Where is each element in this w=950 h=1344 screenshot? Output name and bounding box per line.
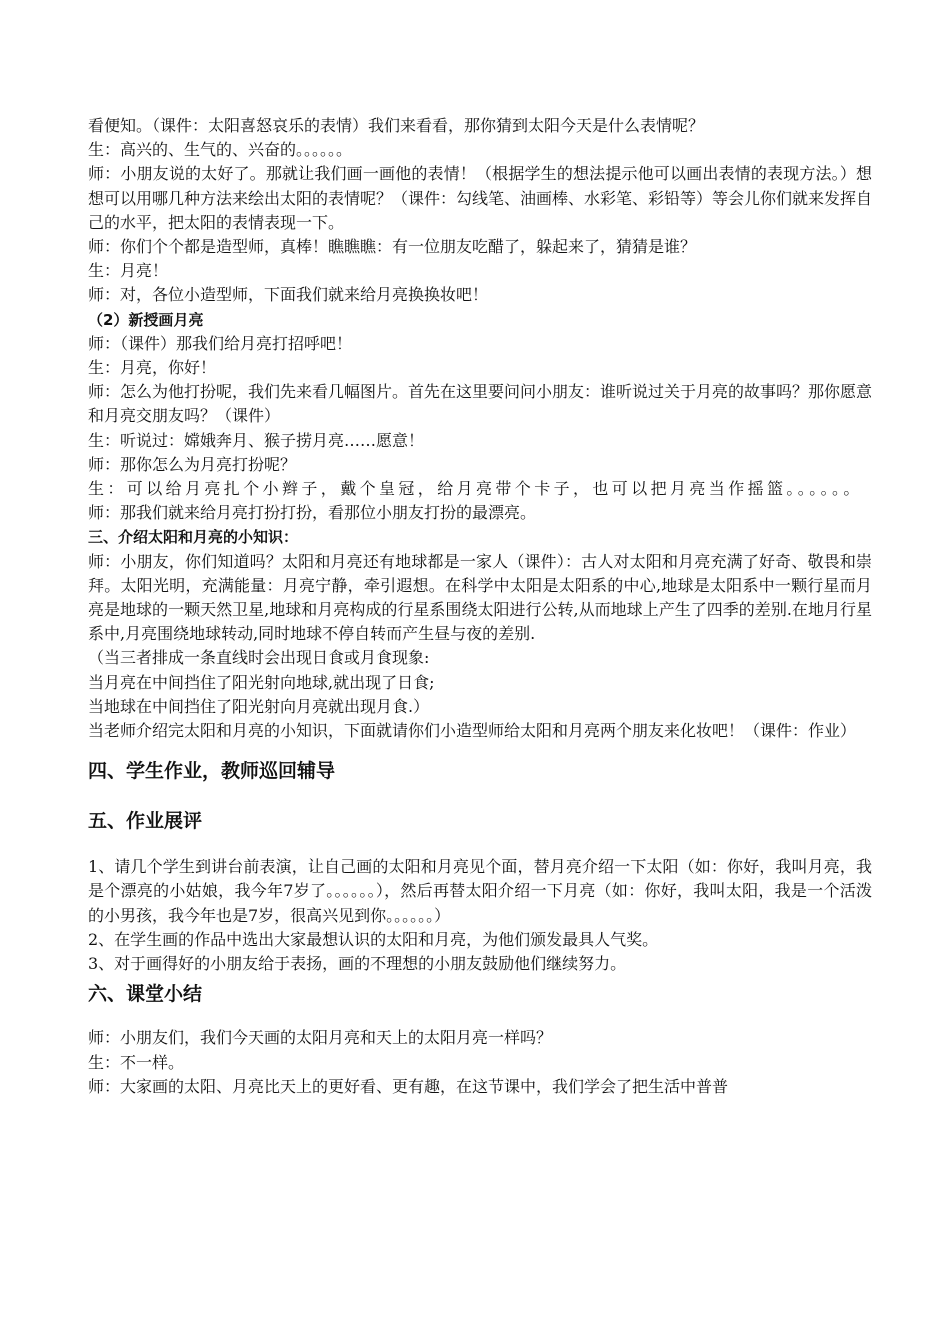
paragraph: 看便知。（课件：太阳喜怒哀乐的表情）我们来看看，那你猜到太阳今天是什么表情呢？ <box>88 116 705 135</box>
paragraph: 生：可以给月亮扎个小辫子，戴个皇冠，给月亮带个卡子，也可以把月亮当作摇篮。。。。。。 <box>88 479 863 499</box>
paragraph: 当地球在中间挡住了阳光射向月亮就出现月食.） <box>88 696 430 716</box>
paragraph: 当月亮在中间挡住了阳光射向地球,就出现了日食; <box>88 672 435 692</box>
section-heading-5: 五、作业展评 <box>88 810 203 833</box>
paragraph: 2、在学生画的作品中选出大家最想认识的太阳和月亮，为他们颁发最具人气奖。 <box>88 929 659 949</box>
paragraph: 师：（课件）那我们给月亮打招呼吧！ <box>88 333 353 353</box>
paragraph: 生：不一样。 <box>88 1052 185 1072</box>
document-page <box>88 114 872 1099</box>
paragraph: 师：怎么为他打扮呢，我们先来看几幅图片。首先在这里要问问小朋友：谁听说过关于月亮的故事吗？那你愿意和月亮交朋友吗？（课件） <box>88 382 873 426</box>
paragraph: 师：小朋友们，我们今天画的太阳月亮和天上的太阳月亮一样吗？ <box>88 1028 553 1048</box>
paragraph: 师：小朋友说的太好了。那就让我们画一画他的表情！（根据学生的想法提示他可以画出表情的表现方法。）想想可以用哪几种方法来绘出太阳的表情呢？（课件：勾线笔、油画棒、水彩笔、彩铅等）等会儿你们就来发挥自己的水平，把太阳的表情表现一下。 <box>88 164 873 232</box>
paragraph: 师：小朋友，你们知道吗？太阳和月亮还有地球都是一家人（课件）：古人对太阳和月亮充满了好奇、敬畏和崇拜。太阳光明，充满能量：月亮宁静，牵引遐想。在科学中太阳是太阳系的中心,地球是太阳系中一颗行星而月亮是地球的一颗天然卫星,地球和月亮构成的行星系围绕太阳进行公转,从而地球上产生了四季的差别.在地月行星系中,月亮围绕地球转动,同时地球不停自转而产生昼与夜的差别. <box>88 551 872 644</box>
paragraph: 当老师介绍完太阳和月亮的小知识，下面就请你们小造型师给太阳和月亮两个朋友来化妆吧！（课件：作业） <box>88 721 857 741</box>
paragraph: 师：那我们就来给月亮打扮打扮，看那位小朋友打扮的最漂亮。 <box>88 503 537 523</box>
paragraph: 师：对，各位小造型师，下面我们就来给月亮换换妆吧！ <box>88 285 489 305</box>
paragraph: 生：月亮，你好！ <box>88 358 217 378</box>
paragraph: （当三者排成一条直线时会出现日食或月食现象: <box>88 648 430 668</box>
subsection-heading-moon: （2）新授画月亮 <box>88 310 204 329</box>
section-heading-4: 四、学生作业，教师巡回辅导 <box>88 760 336 783</box>
paragraph: 生：高兴的、生气的、兴奋的。。。。。。 <box>88 140 353 160</box>
paragraph: 生：月亮！ <box>88 261 169 281</box>
section-heading-6: 六、课堂小结 <box>88 983 203 1006</box>
paragraph: 3、对于画得好的小朋友给于表扬，画的不理想的小朋友鼓励他们继续努力。 <box>88 954 627 974</box>
paragraph: 师：那你怎么为月亮打扮呢？ <box>88 454 297 474</box>
paragraph: 师：大家画的太阳、月亮比天上的更好看、更有趣，在这节课中，我们学会了把生活中普普 <box>88 1076 729 1096</box>
paragraph: 生：听说过：嫦娥奔月、猴子捞月亮……愿意！ <box>88 430 425 450</box>
paragraph: 师：你们个个都是造型师，真棒！瞧瞧瞧：有一位朋友吃醋了，躲起来了，猜猜是谁？ <box>88 237 697 257</box>
paragraph: 1、请几个学生到讲台前表演，让自己画的太阳和月亮见个面，替月亮介绍一下太阳（如：你好，我叫月亮，我是个漂亮的小姑娘，我今年7岁了。。。。。。），然后再替太阳介绍一下月亮（如：你好，我叫太阳，我是一个活泼的小男孩，我今年也是7岁，很高兴见到你。。。。。。） <box>88 857 872 925</box>
section-heading-3: 三、介绍太阳和月亮的小知识： <box>88 528 299 547</box>
